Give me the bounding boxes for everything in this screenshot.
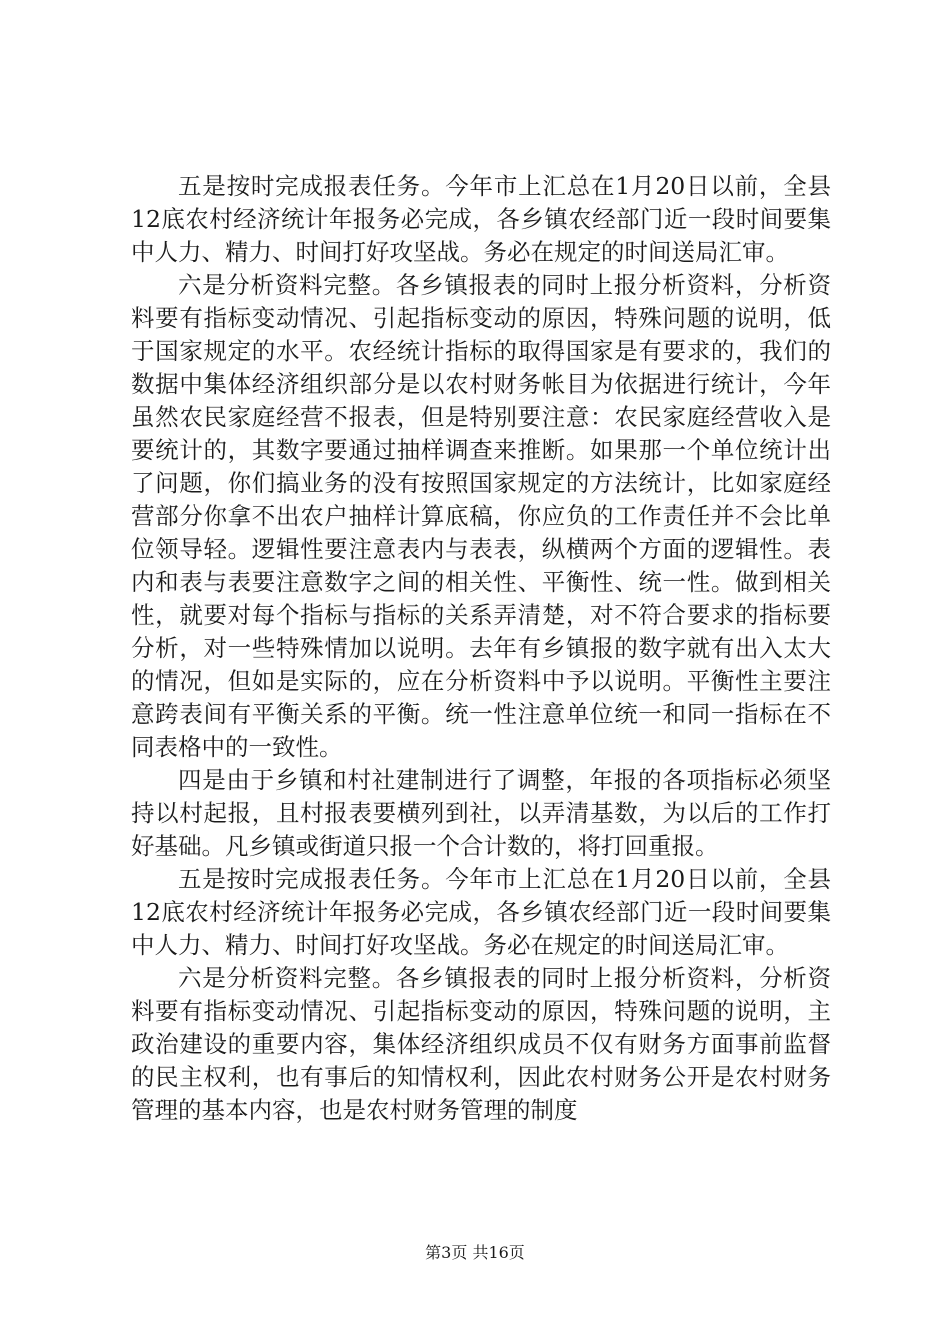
paragraph-1: 五是按时完成报表任务。今年市上汇总在1月20日以前，全县12底农村经济统计年报务必完成，各乡镇农经部门近一段时间要集中人力、精力、时间打好攻坚战。务必在规定的时间送局汇审。 xyxy=(131,172,831,266)
paragraph-2: 六是分析资料完整。各乡镇报表的同时上报分析资料，分析资料要有指标变动情况、引起指标变动的原因，特殊问题的说明，低于国家规定的水平。农经统计指标的取得国家是有要求的，我们的数据中集体经济组织部分是以农村财务帐目为依据进行统计，今年虽然农民家庭经营不报表，但是特别要注意：农民家庭经营收入是要统计的，其数字要通过抽样调查来推断。如果那一个单位统计出了问题，你们搞业务的没有按照国家规定的方法统计，比如家庭经营部分你拿不出农户抽样计算底稿，你应负的工作责任并不会比单位领导轻。逻辑性要注意表内与表表，纵横两个方面的逻辑性。表内和表与表要注意数字之间的相关性、平衡性、统一性。做到相关性，就要对每个指标与指标的关系弄清楚，对不符合要求的指标要分析，对一些特殊情加以说明。去年有乡镇报的数字就有出入太大的情况，但如是实际的，应在分析资料中予以说明。平衡性主要注意跨表间有平衡关系的平衡。统一性注意单位统一和同一指标在不同表格中的一致性。 xyxy=(131,271,831,761)
page-number-footer: 第3页 共16页 xyxy=(425,1243,525,1262)
paragraph-3: 四是由于乡镇和村社建制进行了调整，年报的各项指标必须坚持以村起报，且村报表要横列到社，以弄清基数，为以后的工作打好基础。凡乡镇或街道只报一个合计数的，将打回重报。 xyxy=(131,766,831,860)
paragraph-5: 六是分析资料完整。各乡镇报表的同时上报分析资料，分析资料要有指标变动情况、引起指标变动的原因，特殊问题的说明，主政治建设的重要内容，集体经济组织成员不仅有财务方面事前监督的民主权利，也有事后的知情权利，因此农村财务公开是农村财务管理的基本内容，也是农村财务管理的制度 xyxy=(131,964,831,1124)
paragraph-4: 五是按时完成报表任务。今年市上汇总在1月20日以前，全县12底农村经济统计年报务必完成，各乡镇农经部门近一段时间要集中人力、精力、时间打好攻坚战。务必在规定的时间送局汇审。 xyxy=(131,865,831,959)
document-body xyxy=(131,170,831,1127)
